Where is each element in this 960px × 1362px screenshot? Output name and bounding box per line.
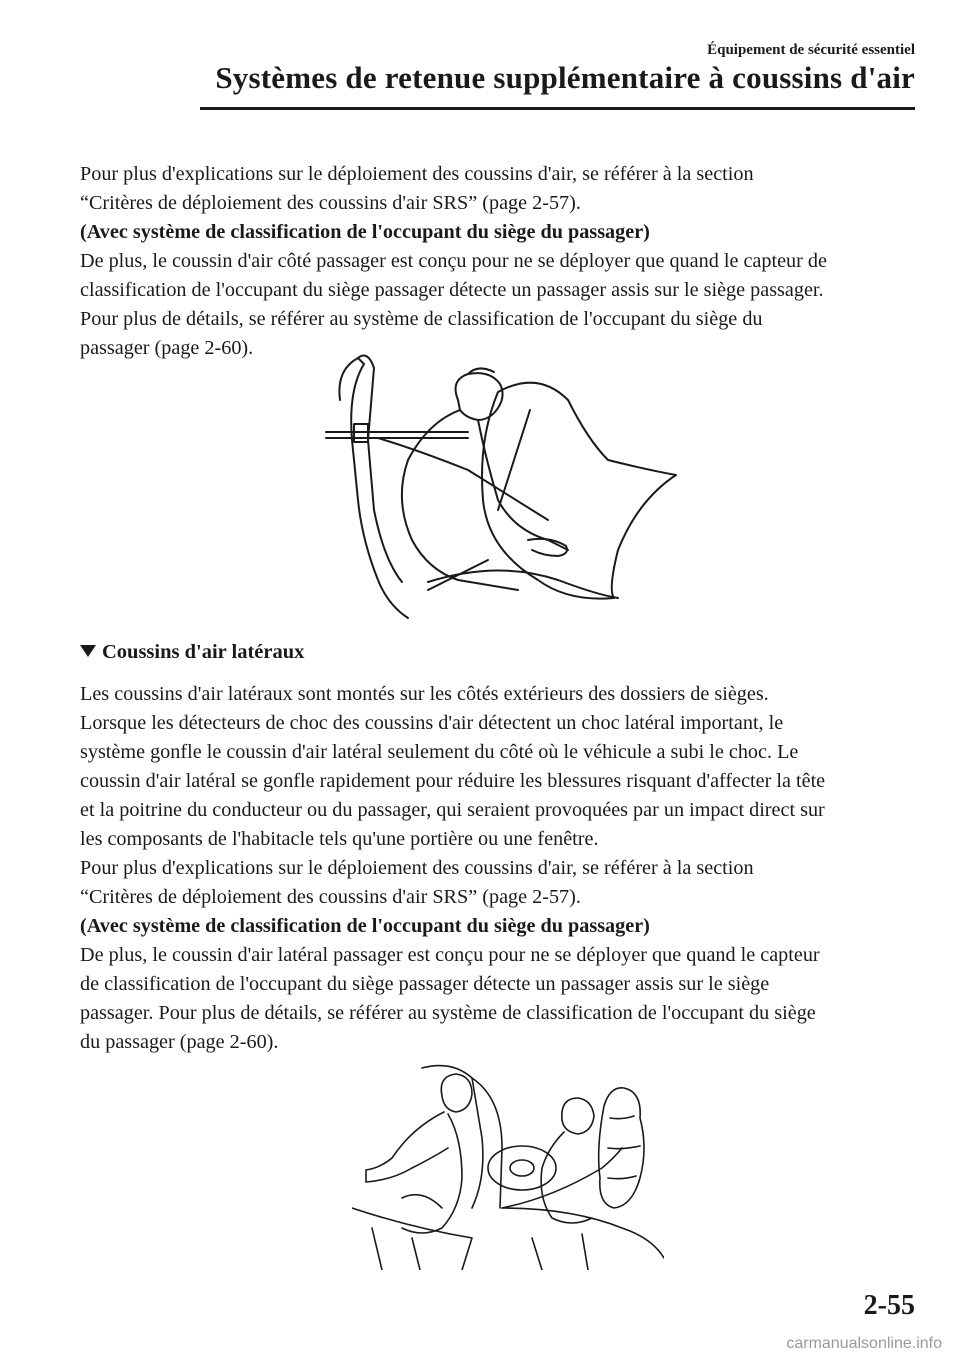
paragraph-line: Lorsque les détecteurs de choc des coussins d'air détectent un choc latéral important, le [80, 712, 784, 734]
airbag-folds [608, 1116, 640, 1179]
header-rule [200, 107, 915, 110]
dashboard-line [326, 432, 468, 438]
paragraph-line: Pour plus d'explications sur le déploiement des coussins d'air, se référer à la section [80, 163, 754, 185]
paragraph-line: De plus, le coussin d'air côté passager est conçu pour ne se déployer que quand le capteur de [80, 250, 827, 272]
paragraph-line: les composants de l'habitacle tels qu'une portière ou une fenêtre. [80, 828, 599, 850]
rear-passenger-arm [366, 1112, 448, 1182]
triangle-bullet-icon [80, 645, 96, 657]
rear-passenger-head [441, 1074, 472, 1112]
paragraph-line: “Critères de déploiement des coussins d'air SRS” (page 2-57). [80, 886, 581, 908]
section-heading-text: Coussins d'air latéraux [102, 641, 305, 663]
paragraph-line: Pour plus d'explications sur le déploiement des coussins d'air, se référer à la section [80, 857, 754, 879]
header-section-label: Équipement de sécurité essentiel [707, 42, 915, 58]
paragraph-line: coussin d'air latéral se gonfle rapidement pour réduire les blessures risquant d'affecter la tête [80, 770, 826, 792]
door-line [502, 1208, 664, 1258]
paragraph-line: Les coussins d'air latéraux sont montés sur les côtés extérieurs des dossiers de sièges. [80, 683, 769, 705]
paragraph-line: Pour plus de détails, se référer au système de classification de l'occupant du siège du [80, 308, 763, 330]
watermark: carmanualsonline.info [786, 1335, 942, 1352]
paragraph-line: “Critères de déploiement des coussins d'air SRS” (page 2-57). [80, 192, 581, 214]
paragraph-line: passager. Pour plus de détails, se référer au système de classification de l'occupant du siège [80, 1002, 816, 1024]
text-block-front-airbag [80, 160, 920, 363]
front-seat-rails [532, 1234, 588, 1270]
subheading: (Avec système de classification de l'occupant du siège du passager) [80, 915, 650, 937]
page-number: 2-55 [863, 1290, 915, 1321]
windshield-line [498, 410, 530, 510]
front-passenger-head [562, 1098, 594, 1134]
paragraph-line: et la poitrine du conducteur ou du passager, qui seraient provoquées par un impact direct sur [80, 799, 825, 821]
seat-back-rear [358, 356, 402, 582]
paragraph-line: classification de l'occupant du siège passager détecte un passager assis sur le siège passager. [80, 279, 824, 301]
front-airbag-illustration [318, 350, 680, 622]
dashboard-lower [428, 570, 618, 598]
rear-seat-side [472, 1078, 502, 1208]
rear-seat-back [422, 1066, 483, 1208]
paragraph-line: de classification de l'occupant du siège passager détecte un passager assis sur le siège [80, 973, 770, 995]
paragraph-line: De plus, le coussin d'air latéral passager est conçu pour ne se déployer que quand le capteur [80, 944, 820, 966]
text-block-side-airbag [80, 680, 920, 1057]
subheading: (Avec système de classification de l'occupant du siège du passager) [80, 221, 650, 243]
seat-rails [372, 1228, 420, 1270]
airbag-inflated [482, 383, 676, 599]
side-airbag-illustration [352, 1058, 664, 1270]
paragraph-line: du passager (page 2-60). [80, 1031, 279, 1053]
rear-passenger-hand [402, 1195, 442, 1208]
section-heading [80, 641, 304, 664]
seat-back-front [339, 358, 408, 618]
front-seatbelt [502, 1148, 622, 1208]
page-title: Systèmes de retenue supplémentaire à coussins d'air [215, 60, 915, 95]
rear-passenger-body [402, 1114, 462, 1233]
steering-wheel [488, 1146, 556, 1190]
steering-hub [510, 1160, 534, 1176]
paragraph-line: système gonfle le coussin d'air latéral seulement du côté où le véhicule a subi le choc. Le [80, 741, 799, 763]
paragraph-line: passager (page 2-60). [80, 337, 254, 359]
